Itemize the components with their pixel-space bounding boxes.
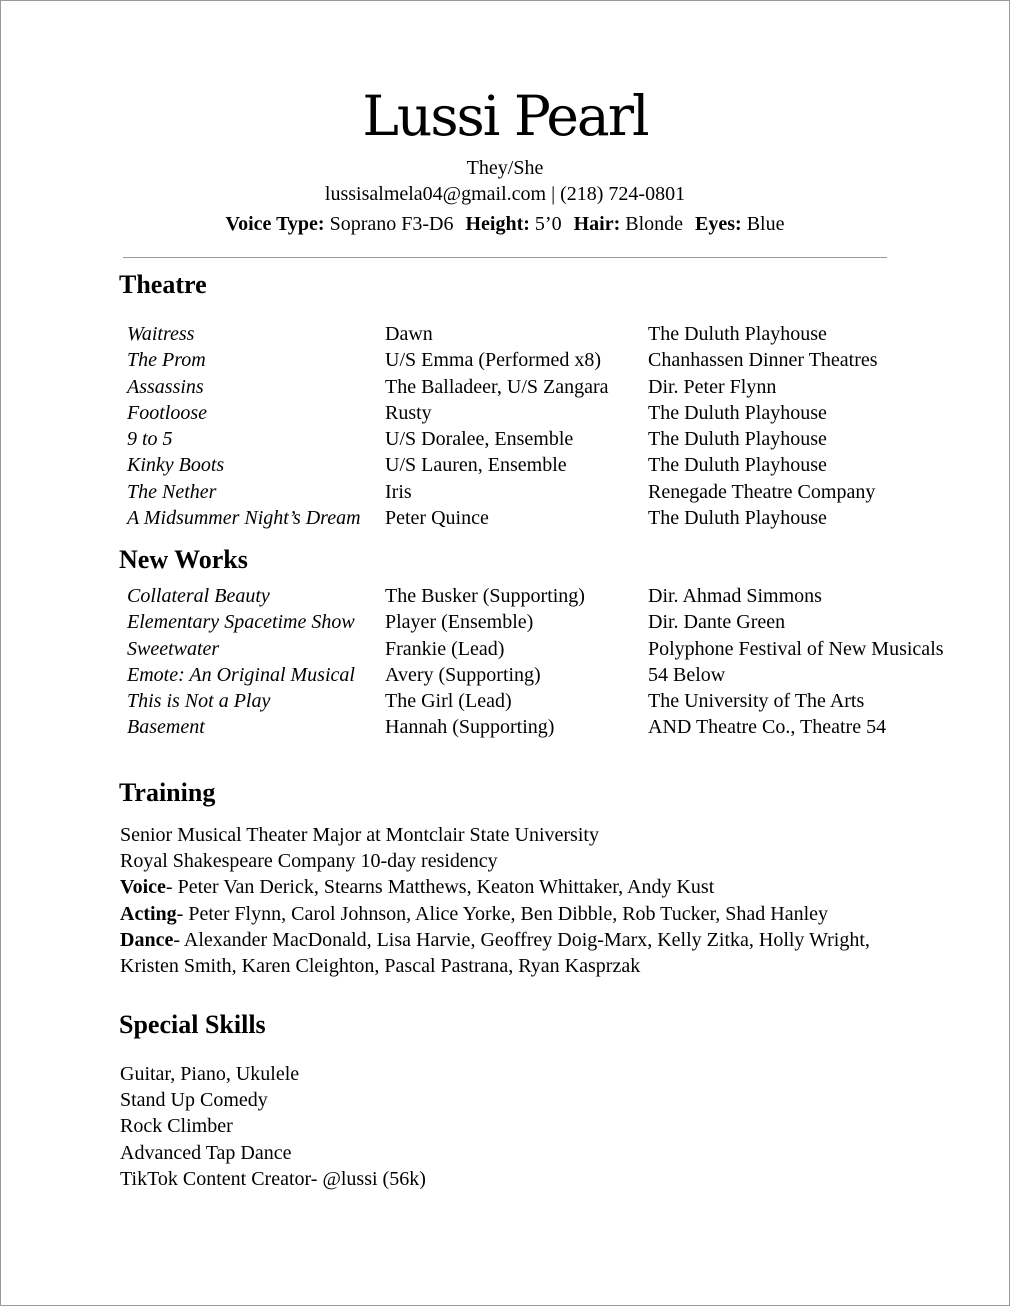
credit-venue: Polyphone Festival of New Musicals (648, 637, 944, 660)
credit-venue: The Duluth Playhouse (648, 507, 827, 530)
theatre-heading: Theatre (119, 270, 207, 299)
credit-role: Peter Quince (385, 507, 489, 530)
credit-show: Waitress (127, 323, 195, 345)
performer-name: Lussi Pearl (362, 84, 648, 148)
credit-role: U/S Lauren, Ensemble (385, 454, 567, 477)
skill-item: Advanced Tap Dance (120, 1141, 292, 1164)
credit-role: Rusty (385, 401, 432, 424)
credit-role: Iris (385, 480, 412, 503)
skill-item: Guitar, Piano, Ukulele (120, 1063, 300, 1085)
credit-role: U/S Emma (Performed x8) (385, 349, 602, 372)
credit-venue: Dir. Peter Flynn (648, 375, 777, 398)
training-heading: Training (119, 778, 216, 807)
training-voice (120, 874, 870, 900)
new-works-heading: New Works (119, 545, 248, 574)
special-skills-heading: Special Skills (119, 1010, 266, 1039)
dance-teachers: - Alexander MacDonald, Lisa Harvie, Geoffrey Doig-Marx, Kelly Zitka, Holly Wright, (173, 928, 870, 951)
skill-item: Stand Up Comedy (120, 1089, 268, 1112)
contact-info: lussisalmela04@gmail.com | (218) 724-0801 (324, 183, 686, 205)
skill-item: Rock Climber (120, 1115, 233, 1138)
credit-role: Hannah (Supporting) (385, 716, 555, 739)
voice-label: Voice (120, 876, 166, 899)
dance-teachers-continued: Kristen Smith, Karen Cleighton, Pascal Pastrana, Ryan Kasprzak (120, 955, 641, 978)
credit-venue: The Duluth Playhouse (648, 428, 827, 451)
skill-item: TikTok Content Creator- @lussi (56k) (120, 1167, 426, 1190)
acting-label: Acting (120, 902, 177, 925)
hair-value: Blonde (625, 213, 684, 235)
credit-show: Assassins (127, 375, 204, 398)
credit-venue: Chanhassen Dinner Theatres (648, 349, 878, 372)
credit-role: The Girl (Lead) (385, 690, 512, 713)
credit-venue: Renegade Theatre Company (648, 480, 876, 503)
credit-show: The Prom (127, 349, 206, 372)
credit-show: Elementary Spacetime Show (127, 611, 355, 634)
credit-show: Collateral Beauty (127, 585, 270, 607)
eyes-label: Eyes: (695, 213, 742, 235)
credit-venue: The University of The Arts (648, 690, 865, 713)
physical-stats (1, 211, 1009, 237)
header-divider (123, 257, 887, 258)
training-line: Senior Musical Theater Major at Montclair State University (120, 824, 599, 846)
training-list (120, 822, 870, 979)
credit-venue: Dir. Ahmad Simmons (648, 585, 822, 607)
height-label: Height: (465, 213, 530, 235)
voice-teachers: - Peter Van Derick, Stearns Matthews, Keaton Whittaker, Andy Kust (165, 876, 715, 899)
credit-venue: The Duluth Playhouse (648, 454, 827, 477)
credit-role: Dawn (385, 323, 433, 345)
credit-show: Sweetwater (127, 637, 220, 660)
training-acting (120, 901, 870, 927)
credit-show: Footloose (127, 401, 207, 424)
special-skills-list (120, 1061, 426, 1192)
credit-show: The Nether (127, 480, 217, 503)
credit-venue: 54 Below (648, 663, 726, 686)
credit-venue: Dir. Dante Green (648, 611, 786, 634)
voice-type-value: Soprano F3-D6 (329, 213, 454, 235)
hair-label: Hair: (573, 213, 621, 235)
credit-role: Frankie (Lead) (385, 637, 505, 660)
training-line: Royal Shakespeare Company 10-day residency (120, 850, 498, 873)
credit-role: The Busker (Supporting) (385, 585, 585, 607)
credit-show: Kinky Boots (127, 454, 225, 477)
credit-role: The Balladeer, U/S Zangara (385, 375, 609, 398)
credit-role: Avery (Supporting) (385, 663, 541, 686)
voice-type-label: Voice Type: (225, 213, 325, 235)
credit-show: Emote: An Original Musical (127, 663, 355, 686)
credit-venue: The Duluth Playhouse (648, 401, 827, 424)
credit-role: U/S Doralee, Ensemble (385, 428, 574, 451)
credit-show: A Midsummer Night’s Dream (127, 507, 361, 530)
credit-show: This is Not a Play (127, 690, 271, 713)
training-dance (120, 927, 870, 953)
acting-teachers: - Peter Flynn, Carol Johnson, Alice Yorke, Ben Dibble, Rob Tucker, Shad Hanley (176, 902, 829, 925)
height-value: 5’0 (534, 213, 562, 235)
credit-show: Basement (127, 716, 205, 739)
credit-venue: AND Theatre Co., Theatre 54 (648, 716, 887, 739)
dance-label: Dance (120, 928, 174, 951)
credit-venue: The Duluth Playhouse (648, 323, 827, 345)
pronouns: They/She (466, 157, 544, 179)
credit-show: 9 to 5 (127, 428, 173, 451)
eyes-value: Blue (746, 213, 785, 235)
credit-role: Player (Ensemble) (385, 611, 534, 634)
